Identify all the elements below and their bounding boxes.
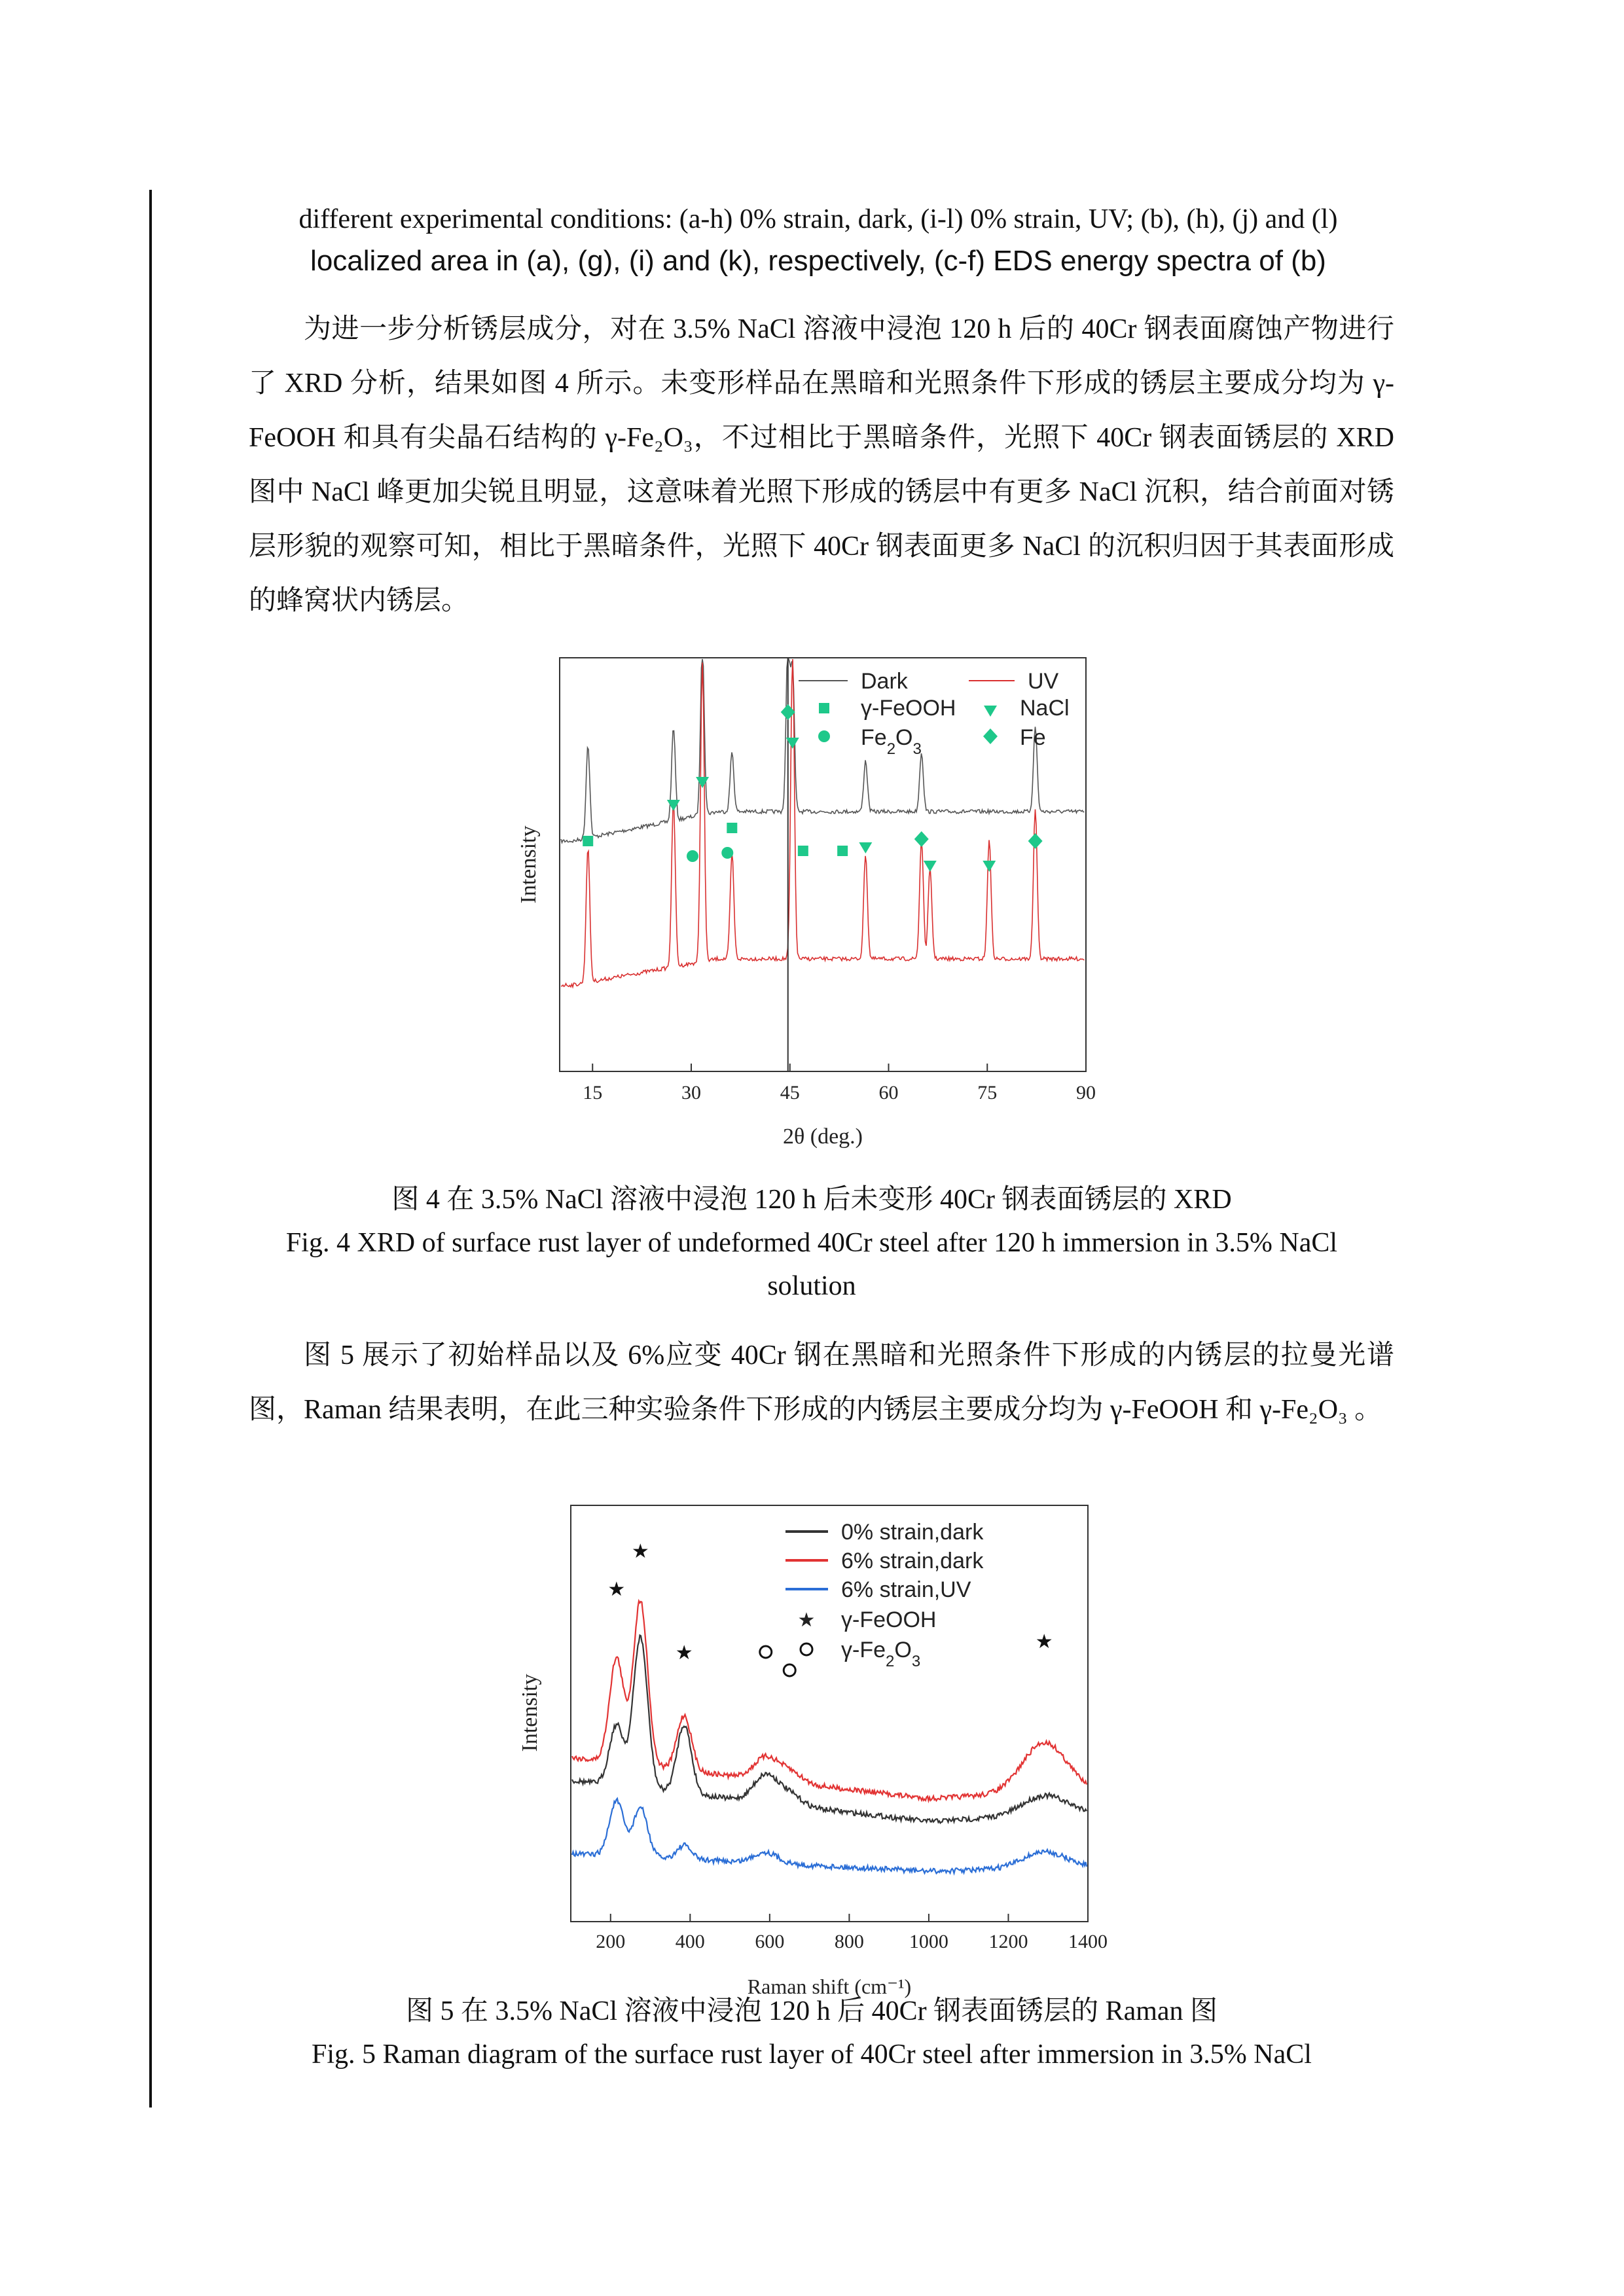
top-caption-line2: localized area in (a), (g), (i) and (k), respectively, (c-f) EDS energy spectra of (b) [310, 245, 1326, 277]
series-line-1 [572, 1601, 1087, 1801]
paragraph-raman [249, 1329, 1394, 1437]
x-tick-label: 60 [878, 1082, 899, 1103]
x-tick-label: 90 [1076, 1082, 1096, 1103]
marker-nacl [924, 861, 937, 872]
legend-star-icon: ★ [797, 1609, 816, 1631]
marker-feooh [837, 846, 848, 856]
fig4-caption-en: Fig. 4 XRD of surface rust layer of undeformed 40Cr steel after 120 h immersion in 3.5% NaCl [285, 1228, 1338, 1258]
x-axis-label: Raman shift (cm⁻¹) [747, 1975, 912, 1998]
marker-nacl [983, 861, 996, 872]
marker-fe [1028, 833, 1043, 849]
x-tick-label: 45 [780, 1082, 800, 1103]
x-tick-label: 1200 [988, 1931, 1028, 1952]
paragraph-text: 为进一步分析锈层成分，对在 3.5% NaCl 溶液中浸泡 120 h 后的 40Cr 钢表面腐蚀产物进行了 XRD 分析，结果如图 4 所示。未变形样品在黑暗和光照条件下形成的锈层主要成分均为 γ-FeOOH 和具有尖晶石结构的 γ-Fe₂O₃，不过相比于黑暗条件，光照下 40Cr 钢表面锈层的 XRD 图中 NaCl 峰更加尖锐且明显，这意味着光照下形成的锈层中有更多 NaCl 沉积，结合前面对锈层形貌的观察可知，相比于黑暗条件，光照下 40Cr 钢表面更多 NaCl 的沉积归因于其表面形成的蜂窝状内锈层。 [249, 314, 1394, 616]
legend-label-dark: Dark [861, 669, 908, 694]
raman-chart [511, 1492, 1126, 2003]
marker-fe [781, 704, 795, 720]
marker-nacl [696, 777, 709, 788]
x-axis-label: 2θ (deg.) [782, 1124, 863, 1149]
x-tick-label: 75 [977, 1082, 998, 1103]
marker-feooh-star: ★ [1035, 1631, 1053, 1653]
x-tick-label: 15 [583, 1082, 603, 1103]
x-tick-label: 200 [596, 1931, 626, 1952]
marker-fe2o3 [721, 847, 733, 859]
margin-rule [149, 190, 152, 2108]
legend-open-circle-icon [801, 1643, 812, 1655]
marker-fe2o3 [687, 850, 698, 862]
series-line-dark [561, 659, 1085, 843]
marker-fe [914, 831, 929, 847]
marker-nacl [667, 800, 680, 811]
y-axis-label: Intensity [518, 1674, 542, 1752]
series-line-0 [572, 1635, 1087, 1823]
legend-diamond-icon [983, 728, 998, 744]
top-caption-line1: different experimental conditions: (a-h) 0% strain, dark, (i-l) 0% strain, UV; (b), (h), (j) and (l) [298, 204, 1338, 234]
paragraph-text: 图 5 展示了初始样品以及 6%应变 40Cr 钢在黑暗和光照条件下形成的内锈层的拉曼光谱图，Raman 结果表明，在此三种实验条件下形成的内锈层主要成分均为 γ-FeOOH 和 γ-Fe₂O₃ 。 [249, 1340, 1394, 1425]
x-tick-label: 400 [675, 1931, 705, 1952]
x-tick-label: 30 [681, 1082, 701, 1103]
marker-fe2o3-circle [784, 1664, 795, 1676]
marker-feooh [583, 836, 593, 846]
fig4-caption-cn: 图 4 在 3.5% NaCl 溶液中浸泡 120 h 后未变形 40Cr 钢表面锈层的 XRD [391, 1185, 1232, 1215]
legend-label-nacl: NaCl [1020, 696, 1070, 721]
marker-feooh [727, 823, 737, 833]
legend-label-feooh: γ-FeOOH [841, 1607, 937, 1632]
xrd-chart [511, 645, 1126, 1155]
fig5-caption-en: Fig. 5 Raman diagram of the surface rust layer of 40Cr steel after immersion in 3.5% NaCl [312, 2039, 1312, 2070]
x-tick-label: 1400 [1068, 1931, 1108, 1952]
x-tick-label: 1000 [909, 1931, 948, 1952]
marker-feooh [798, 846, 808, 856]
x-tick-label: 800 [834, 1931, 864, 1952]
marker-feooh-star: ★ [675, 1642, 693, 1664]
legend-label-uv: UV [1028, 669, 1059, 694]
plot-frame [560, 658, 1086, 1071]
legend-circle-icon [818, 730, 830, 742]
fig4-caption-en-cont: solution [767, 1271, 856, 1301]
legend-label-6-dark: 6% strain,dark [841, 1549, 984, 1573]
legend-label-fe: Fe [1020, 725, 1046, 750]
marker-nacl [859, 842, 872, 853]
marker-feooh-star: ★ [631, 1541, 649, 1562]
legend-label-feooh: γ-FeOOH [861, 696, 956, 721]
y-axis-label: Intensity [516, 825, 541, 904]
marker-fe2o3-circle [760, 1646, 772, 1658]
legend-label-fe2o3: $\gamma-Fe_2O_3$ [841, 1638, 921, 1670]
legend-label-6-uv: 6% strain,UV [841, 1577, 971, 1602]
x-tick-label: 600 [755, 1931, 785, 1952]
legend-label-fe2o3: $Fe_2O_3$ [861, 725, 922, 758]
paragraph-xrd-analysis [249, 302, 1394, 628]
legend-square-icon [819, 703, 829, 713]
marker-feooh-star: ★ [607, 1579, 626, 1600]
legend-triangle-icon [984, 706, 997, 717]
legend-label-0-dark: 0% strain,dark [841, 1520, 984, 1545]
fig5-caption-cn: 图 5 在 3.5% NaCl 溶液中浸泡 120 h 后 40Cr 钢表面锈层的 Raman 图 [405, 1996, 1218, 2026]
